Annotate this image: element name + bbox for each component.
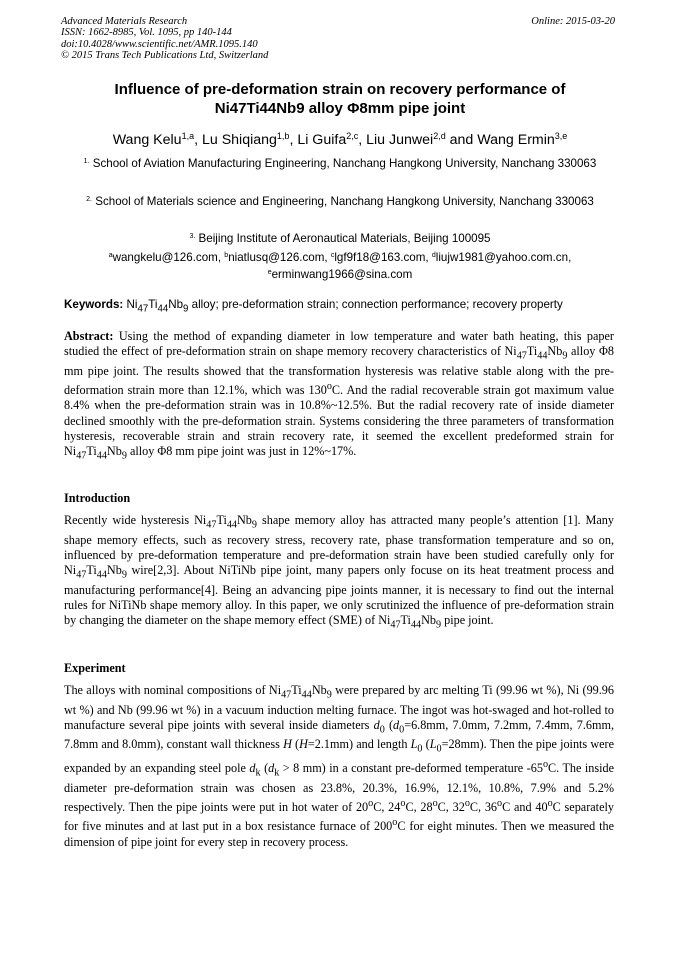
author-name: Lu Shiqiang — [201, 132, 277, 148]
alloy-subscript: 9 — [251, 519, 257, 531]
email-address: niatlusq@126.com — [228, 251, 325, 264]
email-superscript: d — [431, 252, 436, 259]
affiliation-text: School of Aviation Manufacturing Engineering, Nanchang Hangkong University, Nanchang 330063 — [92, 157, 597, 170]
affiliation-1 — [74, 154, 606, 171]
author-superscript: 2,d — [433, 131, 446, 141]
alloy-subscript: 44 — [96, 450, 107, 462]
degree-sign: o — [326, 381, 332, 393]
alloy-subscript: 44 — [226, 519, 237, 531]
degree-sign: o — [547, 798, 553, 810]
degree-sign: o — [368, 798, 374, 810]
math-subscript: k — [274, 767, 280, 779]
alloy-subscript: 44 — [301, 689, 312, 701]
math-symbol: H — [299, 737, 308, 752]
alloy-subscript: 9 — [326, 689, 332, 701]
degree-sign: o — [542, 759, 549, 771]
math-symbol: d — [373, 717, 380, 732]
abstract-label: Abstract: — [64, 329, 114, 343]
journal-doi: doi:10.4028/www.scientific.net/AMR.1095.140 — [61, 38, 258, 50]
alloy-subscript: 44 — [537, 350, 548, 362]
degree-sign: o — [400, 798, 406, 810]
author-name: Liu Junwei — [366, 132, 434, 148]
email-address: liujw1981@yahoo.com.cn — [435, 251, 569, 264]
math-symbol: L — [429, 737, 437, 752]
math-subscript: 0 — [417, 743, 423, 755]
affiliation-number: 1. — [83, 158, 90, 165]
alloy-subscript: 44 — [157, 303, 169, 315]
alloy-formula: $Ni_{47}Ti_{44}Nb_9$ — [64, 563, 127, 581]
journal-issn: ISSN: 1662-8985, Vol. 1095, pp 140-144 — [61, 27, 232, 39]
alloy-formula: $Ni_{47}Ti_{44}Nb_9$ — [194, 513, 257, 531]
abstract: Abstract: Using the method of expanding diameter in low temperature and water bath heating, this paper studied the effect of pre-deformation strain on shape memory recovery characteristics of $Ni_{47}Ti_{44}Nb_9$ alloy Φ8 mm pipe joint. The results showed that the transformation hysteresis was relative stable along with the pre-deformation strain more than 12.1%, which was 130$^o$C. And the radial recoverable strain got maximum value 8.4% when the pre-deformation strain was in 10.8%~12.5%. But the radial recovery rate of inside diameter declined smoothly with the pre-deformation strain. Systems considering the three parameters of transformation hysteresis, recoverable strain and strain recovery rate, it seemed the excellent predeformed strain for $Ni_{47}Ti_{44}Nb_9$ alloy Φ8 mm pipe joint was just in 12%~17%. — [64, 329, 615, 462]
alloy-formula: $Ni_{47}Ti_{44}Nb_9$ — [126, 298, 189, 315]
email-superscript: a — [108, 252, 113, 259]
affiliation-text: School of Materials science and Engineering, Nanchang Hangkong University, Nanchang 330063 — [95, 195, 594, 208]
degree-sign: o — [392, 817, 398, 829]
alloy-formula: $Ni_{47}Ti_{44}Nb_9$ — [378, 613, 442, 631]
math-symbol: d — [393, 717, 400, 732]
alloy-subscript: 47 — [281, 689, 292, 701]
math-subscript: k — [255, 767, 261, 779]
email-superscript: c — [330, 252, 335, 259]
keywords-alloy — [126, 298, 189, 315]
experiment-heading: Experiment — [64, 661, 126, 675]
alloy-subscript: 9 — [121, 450, 127, 462]
author-superscript: 2,c — [346, 131, 359, 141]
math-subscript: 0 — [379, 724, 385, 736]
alloy-subscript: 44 — [410, 619, 422, 631]
keywords — [64, 297, 624, 316]
journal-copyright: © 2015 Trans Tech Publications Ltd, Switzerland — [61, 50, 269, 62]
introduction-body: Recently wide hysteresis $Ni_{47}Ti_{44}Nb_9$ shape memory alloy has attracted many people’s attention [1]. Many shape memory effects, such as recovery stress, recovery rate, phase transformation temperature and so on, influenced by pre-deformation temperature and pre-deformation strain have been studied carefully only for $Ni_{47}Ti_{44}Nb_9$ wire[2,3]. About NiTiNb pipe joint, many papers only focuse on its heat treatment process and manufacturing performance[4]. Being an advancing pipe joints manner, it is necessary to find out the internal rules for NiTiNb shape memory alloy. In this paper, we only scrutinized the influence of pre-deformation strain by changing the diameter on the shape memory effect (SME) of $Ni_{47}Ti_{44}Nb_9$ pipe joint. — [64, 513, 614, 631]
degree-sign: o — [497, 798, 503, 810]
online-date: Online: 2015-03-20 — [531, 16, 615, 27]
alloy-subscript: 47 — [390, 619, 401, 631]
author-superscript: 1,b — [276, 131, 290, 141]
author-name: Li Guifa — [297, 132, 347, 148]
journal-name: Advanced Materials Research — [61, 16, 188, 27]
alloy-subscript: 47 — [206, 519, 217, 531]
affiliation-number: 2. — [86, 196, 92, 203]
math-symbol: H — [283, 737, 292, 752]
alloy-formula: $Ni_{47}Ti_{44}Nb_9$ — [64, 443, 127, 462]
alloy-formula: $Ni_{47}Ti_{44}Nb_9$ — [504, 344, 568, 362]
alloy-formula: $Ni_{47}Ti_{44}Nb_9$ — [268, 683, 332, 701]
keywords-label: Keywords: — [64, 298, 124, 311]
author-emails: $^a$wangkelu@126.com, $^b$niatlusq@126.com, $^c$lgf9f18@163.com, $^d$liujw1981@yahoo.com.cn, $^e$erminwang1966@sina.com — [108, 251, 572, 281]
degree-sign: o — [464, 798, 470, 810]
author-list: Wang Kelu$^{1,a}$, Lu Shiqiang$^{1,b}$, Li Guifa$^{2,c}$, Liu Junwei$^{2,d}$ and Wang Ermin$^{3,e}$ — [112, 131, 568, 148]
math-subscript: 0 — [436, 743, 442, 755]
paper-title: Influence of pre-deformation strain on recovery performance of Ni47Ti44Nb9 alloy Φ8mm pipe joint — [114, 81, 566, 117]
alloy-subscript: 9 — [562, 350, 568, 362]
affiliation-number: 3. — [189, 233, 196, 240]
email-superscript: b — [224, 252, 229, 259]
keywords-text: alloy; pre-deformation strain; connection performance; recovery property — [188, 298, 563, 311]
alloy-subscript: 47 — [76, 569, 87, 581]
email-address: lgf9f18@163.com — [334, 251, 426, 264]
email-address: wangkelu@126.com — [112, 251, 218, 264]
author-name: Wang Ermin — [477, 132, 555, 148]
alloy-subscript: 9 — [436, 619, 442, 631]
math-symbol: L — [410, 737, 418, 752]
math-symbol: d — [249, 761, 256, 776]
alloy-subscript: 47 — [516, 350, 527, 362]
email-superscript: e — [267, 269, 272, 276]
math-symbol: d — [268, 761, 275, 776]
alloy-subscript: 44 — [96, 569, 107, 581]
experiment-body: The alloys with nominal compositions of $Ni_{47}Ti_{44}Nb_9$ were prepared by arc melting Ti (99.96 wt %), Ni (99.96 wt %) and Nb (99.96 wt %) in a vacuum induction melting furnace. The ingot was hot-swaged and hot-rolled to manufacture several pipe joints with several inside diameters $d_0$ ($d_0=6.8mm$, 7.0mm, 7.2mm, 7.4mm, 7.6mm, 7.8mm and 8.0mm), constant wall thickness H (H=2.1mm) and length $L_0$ $(L_0=28mm)$. Then the pipe joints were expanded by an expanding steel pole $d_k$ ($d_k > 8$ mm) in a constant pre-deformed temperature -65$^o$C. The inside diameter pre-deformation strain was chosen as 23.8%, 20.3%, 16.9%, 12.1%, 10.8%, 7.9% and 5.2% respectively. Then the pipe joints were put in hot water of 20$^o$C, 24$^o$C, 28$^o$C, 32$^o$C, 36$^o$C and 40$^o$C separately for five minutes and at last put in a box resistance furnace of 200$^o$C for eight minutes. Then we measured the dimension of pipe joint for every step in recovery process. — [64, 683, 615, 849]
alloy-subscript: 47 — [76, 450, 87, 462]
author-superscript: 1,a — [181, 131, 195, 141]
journal-header — [61, 16, 441, 62]
degree-sign: o — [432, 798, 438, 810]
alloy-subscript: 9 — [183, 303, 189, 315]
affiliation-text: Beijing Institute of Aeronautical Materials, Beijing 100095 — [198, 232, 491, 245]
author-name: Wang Kelu — [112, 132, 182, 148]
author-superscript: 3,e — [554, 131, 568, 141]
alloy-subscript: 47 — [137, 303, 149, 315]
alloy-subscript: 9 — [121, 569, 127, 581]
introduction-heading: Introduction — [64, 491, 131, 505]
email-address: erminwang1966@sina.com — [271, 268, 413, 281]
math-subscript: 0 — [399, 724, 405, 736]
affiliation-3 — [74, 229, 606, 246]
affiliation-2 — [74, 192, 606, 209]
